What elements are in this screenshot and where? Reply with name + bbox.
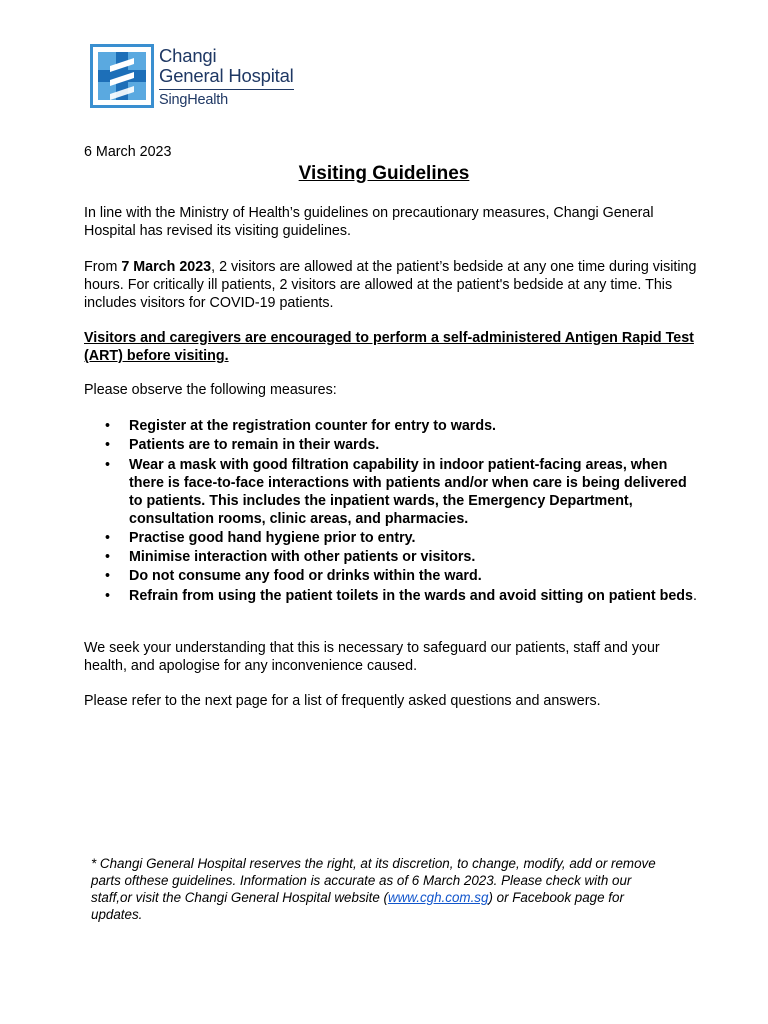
- intro-paragraph: In line with the Ministry of Health’s guidelines on precautionary measures, Changi General Hospital has revised its visiting guidelines.: [84, 205, 654, 239]
- document-date: 6 March 2023: [84, 144, 172, 160]
- list-item: • Wear a mask with good filtration capability in indoor patient-facing areas, when there is face-to-face interactions with patients and/or when care is being delivered to patients. This includes the inpatient wards, the Emergency Department, consultation rooms, clinic areas, and pharmacies.: [105, 456, 687, 527]
- cross-icon: [90, 44, 154, 108]
- visitors-rest: , 2 visitors are allowed at the patient’s bedside at any one time during visiting hours. For critically ill patients, 2 visitors are allowed at the patient's bedside at any time. This includes visitors for COVID-19 patients.: [84, 259, 697, 311]
- list-item: • Minimise interaction with other patients or visitors.: [105, 549, 476, 566]
- bullet-icon: •: [105, 568, 111, 585]
- list-item: • Do not consume any food or drinks within the ward.: [105, 568, 482, 585]
- logo-divider: [159, 89, 294, 90]
- bullet-icon: •: [105, 418, 111, 434]
- list-item: • Register at the registration counter for entry to wards.: [105, 418, 497, 434]
- visitors-prefix: From: [84, 259, 122, 275]
- bullet-icon: •: [105, 587, 111, 604]
- visitors-paragraph: [84, 258, 704, 312]
- list-item: • Refrain from using the patient toilets in the wards and avoid sitting on patient beds.: [105, 587, 697, 604]
- measures-intro: Please observe the following measures:: [84, 382, 337, 398]
- logo-name-line1: Changi: [159, 45, 217, 66]
- bullet-icon: •: [105, 437, 111, 454]
- art-notice: Visitors and caregivers are encouraged to perform a self-administered Antigen Rapid Test (ART) before visiting.: [84, 330, 694, 364]
- bullet-icon: •: [105, 456, 111, 473]
- understanding-paragraph: We seek your understanding that this is necessary to safeguard our patients, staff and your health, and apologise for any inconvenience caused.: [84, 640, 660, 674]
- list-item: • Patients are to remain in their wards.: [105, 437, 380, 454]
- logo-cluster-name: SingHealth: [159, 92, 228, 108]
- bullet-icon: •: [105, 549, 111, 566]
- footnote: * Changi General Hospital reserves the right, at its discretion, to change, modify, add or remove parts ofthese guidelines. Information is accurate as of 6 March 2023. Please check with our staff,or visit the Changi General Hospital website (www.cgh.com.sg) or Facebook page for updates.: [91, 856, 656, 922]
- list-item: • Practise good hand hygiene prior to entry.: [105, 529, 416, 546]
- page-title: Visiting Guidelines: [298, 163, 470, 184]
- logo-name-line2: General Hospital: [159, 65, 294, 86]
- measures-list: [84, 417, 704, 606]
- faq-reference: Please refer to the next page for a list of frequently asked questions and answers.: [84, 693, 601, 709]
- effective-date: 7 March 2023: [121, 259, 212, 275]
- hospital-logo: [90, 44, 300, 114]
- website-link[interactable]: www.cgh.com.sg: [387, 890, 489, 905]
- bullet-icon: •: [105, 529, 111, 546]
